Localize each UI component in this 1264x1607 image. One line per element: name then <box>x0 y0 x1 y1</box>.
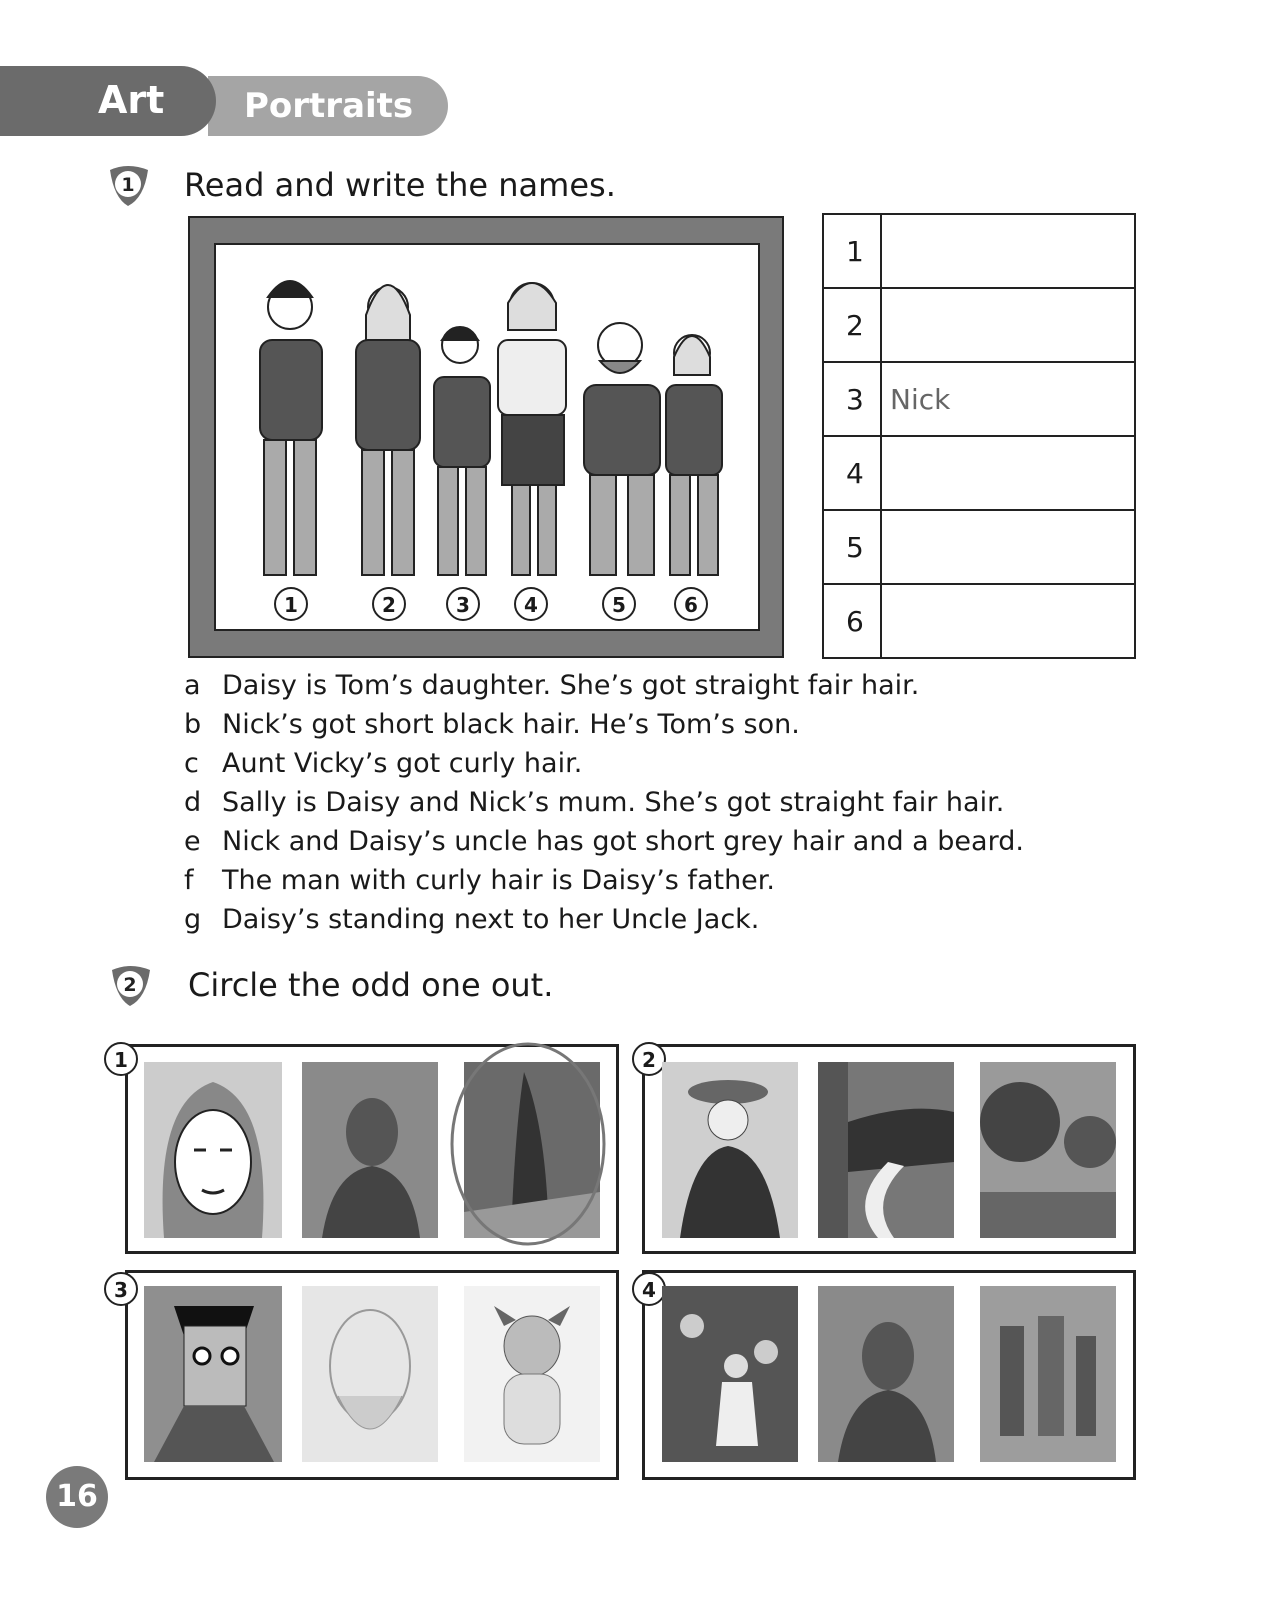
exercise-2-instruction: Circle the odd one out. <box>188 966 554 1004</box>
sentence-d: d Sally is Daisy and Nick’s mum. She’s got straight fair hair. <box>184 787 1005 818</box>
table-row <box>823 510 1135 584</box>
van-gogh-self-portrait-picture[interactable] <box>302 1062 438 1238</box>
sentence-a: a Daisy is Tom’s daughter. She’s got straight fair hair. <box>184 670 920 701</box>
answer-field[interactable] <box>881 214 1135 288</box>
row-number: 6 <box>823 584 881 658</box>
row-number: 4 <box>823 436 881 510</box>
van-gogh-self-portrait-2-picture[interactable] <box>818 1286 954 1462</box>
row-number: 5 <box>823 510 881 584</box>
odd-one-out-circle-icon <box>446 1034 610 1252</box>
sentence-g: g Daisy’s standing next to her Uncle Jack. <box>184 904 760 935</box>
sentence-e: e Nick and Daisy’s uncle has got short grey hair and a beard. <box>184 826 1024 857</box>
figure-label-1: 1 <box>274 587 308 621</box>
exercise-1-number: 1 <box>121 174 135 196</box>
answer-field[interactable] <box>881 510 1135 584</box>
answer-table <box>822 213 1136 659</box>
exercise-1-badge-icon <box>104 162 152 210</box>
figure-label-3: 3 <box>446 587 480 621</box>
topic-title: Portraits <box>244 86 414 126</box>
figure-label-6: 6 <box>674 587 708 621</box>
family-portrait-illustration <box>214 243 760 631</box>
park-path-landscape-picture[interactable] <box>818 1062 954 1238</box>
family-group-painting-picture[interactable] <box>662 1286 798 1462</box>
family-figures-icon <box>216 245 758 629</box>
group-number-2: 2 <box>632 1042 666 1076</box>
table-row <box>823 214 1135 288</box>
sentence-b: b Nick’s got short black hair. He’s Tom’s son. <box>184 709 800 740</box>
answer-field[interactable] <box>881 584 1135 658</box>
subject-tab <box>0 66 216 136</box>
answer-field[interactable] <box>881 288 1135 362</box>
answer-field[interactable] <box>881 436 1135 510</box>
table-row <box>823 288 1135 362</box>
table-row <box>823 436 1135 510</box>
table-row <box>823 584 1135 658</box>
sentence-c: c Aunt Vicky’s got curly hair. <box>184 748 583 779</box>
row-number: 3 <box>823 362 881 436</box>
drawn-portrait-girl-picture[interactable] <box>144 1062 282 1238</box>
circus-family-painting-picture[interactable] <box>980 1286 1116 1462</box>
group-number-1: 1 <box>104 1042 138 1076</box>
exercise-2-number: 2 <box>123 974 137 996</box>
countryside-landscape-picture[interactable] <box>980 1062 1116 1238</box>
exercise-1-instruction: Read and write the names. <box>184 166 616 204</box>
sentence-f: f The man with curly hair is Daisy’s father. <box>184 865 775 896</box>
group-number-3: 3 <box>104 1272 138 1306</box>
answer-field[interactable]: Nick <box>881 362 1135 436</box>
lady-with-hat-portrait-picture[interactable] <box>662 1062 798 1238</box>
group-number-4: 4 <box>632 1272 666 1306</box>
page-number: 16 <box>46 1466 108 1528</box>
row-number: 1 <box>823 214 881 288</box>
row-number: 2 <box>823 288 881 362</box>
exercise-2-badge-icon <box>106 962 154 1010</box>
subject-title: Art <box>98 78 165 122</box>
figure-label-2: 2 <box>372 587 406 621</box>
table-row <box>823 362 1135 436</box>
topic-tab <box>208 76 448 136</box>
cubist-self-portrait-picture[interactable] <box>144 1286 282 1462</box>
old-man-sketch-picture[interactable] <box>302 1286 438 1462</box>
figure-label-4: 4 <box>514 587 548 621</box>
figure-label-5: 5 <box>602 587 636 621</box>
dog-portrait-picture[interactable] <box>464 1286 600 1462</box>
